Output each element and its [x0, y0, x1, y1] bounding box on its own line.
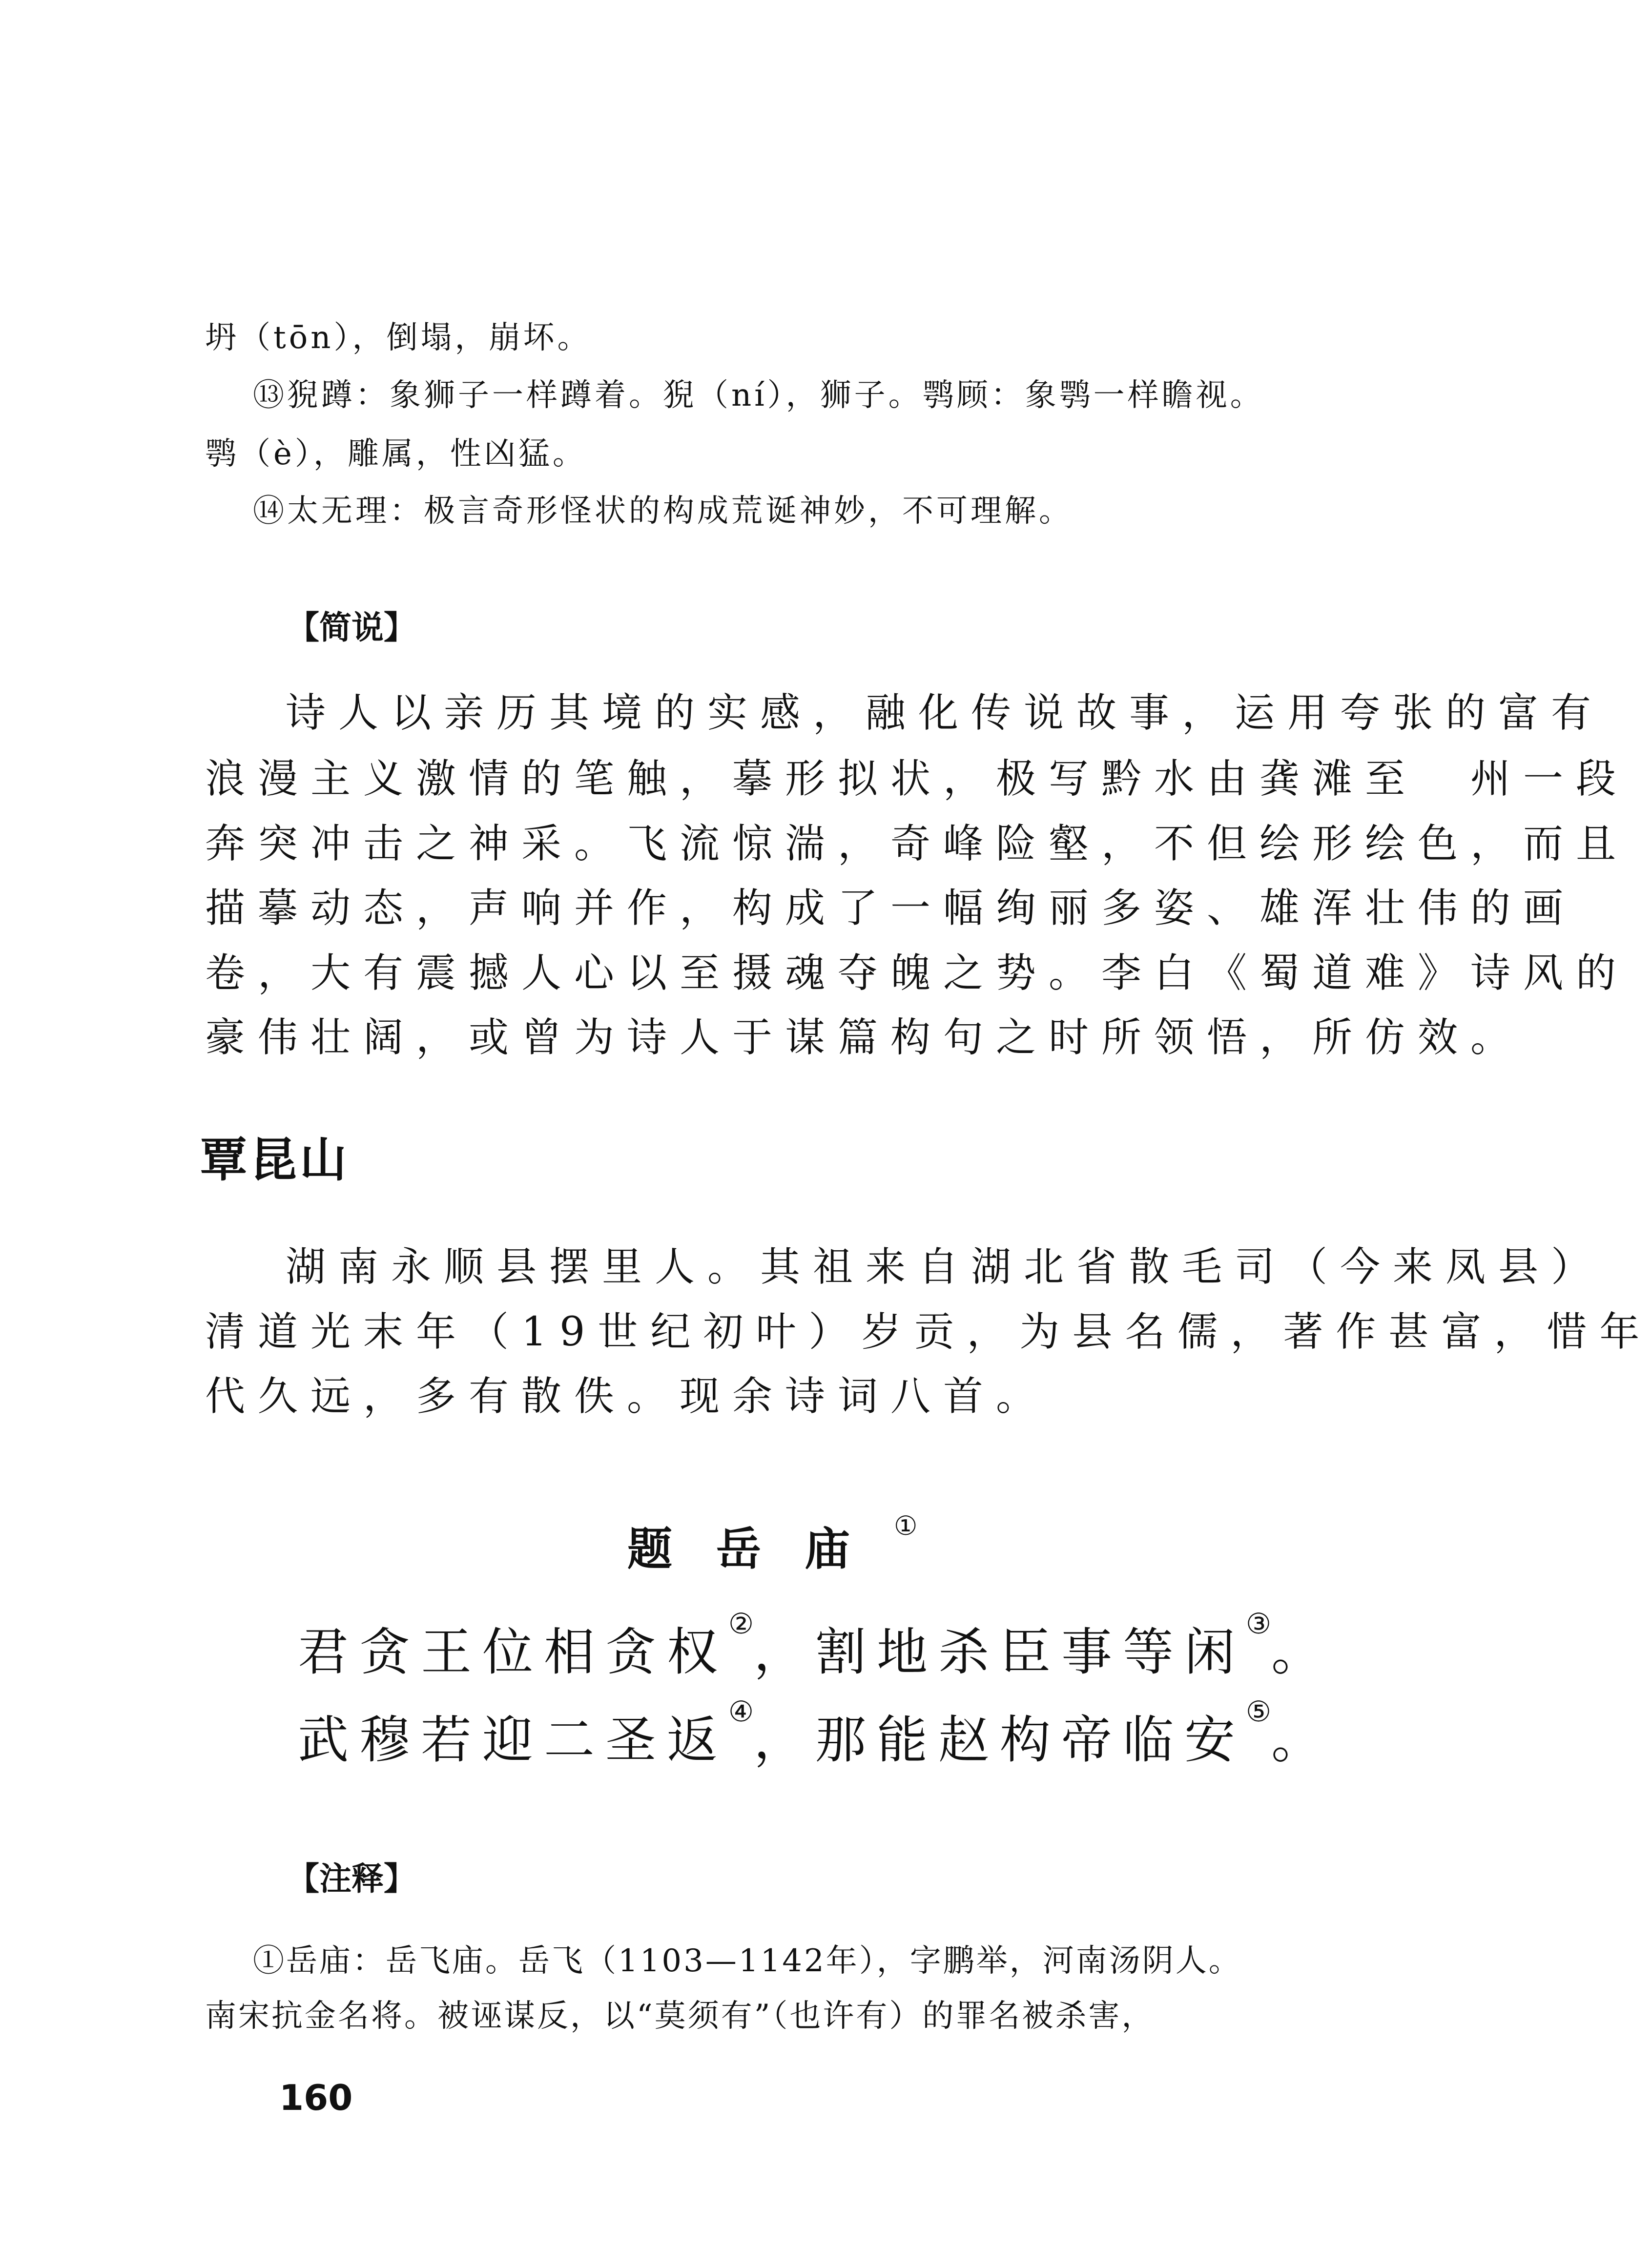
- poem-line-2-mark-1: ④: [728, 1695, 754, 1728]
- note-line-3: 鹗（è），雕属，性凶猛。: [205, 436, 587, 472]
- jianshuo-line-2: 浪漫主义激情的笔触，摹形拟状，极写黔水由龚滩至 州一段: [205, 756, 1629, 802]
- poem-line-1-part-1: 君贪王位相贪权: [298, 1622, 729, 1682]
- poem-line-2-part-1: 武穆若迎二圣返: [298, 1710, 729, 1770]
- author-bio-line-1: 湖南永顺县摆里人。其祖来自湖北省散毛司（今来凤县）: [286, 1244, 1604, 1290]
- zhushi-line-1: ①岳庙：岳飞庙。岳飞（1103—1142年），字鹏举，河南汤阴人。: [253, 1943, 1242, 1979]
- author-name: 覃昆山: [200, 1133, 350, 1187]
- poem-line-1: [298, 1607, 1333, 1684]
- poem-title: [627, 1510, 918, 1578]
- poem-title-text: 题岳庙: [627, 1523, 894, 1575]
- page-number: 160: [279, 2077, 353, 2118]
- author-bio-line-3: 代久远，多有散佚。现余诗词八首。: [205, 1373, 1049, 1420]
- author-bio-line-2: 清道光末年（19世纪初叶）岁贡，为县名儒，著作甚富，惜年: [205, 1309, 1652, 1355]
- poem-line-1-end: 。: [1271, 1622, 1333, 1682]
- zhushi-heading: 【注释】: [287, 1860, 416, 1898]
- zhushi-line-2: 南宋抗金名将。被诬谋反，以“莫须有”（也许有）的罪名被杀害，: [205, 1998, 1155, 2034]
- jianshuo-line-1: 诗人以亲历其境的实感，融化传说故事，运用夸张的富有: [286, 690, 1604, 736]
- poem-line-2-part-2: ，那能赵构帝临安: [754, 1710, 1246, 1770]
- note-line-4: ⑭太无理：极言奇形怪状的构成荒诞神妙，不可理解。: [253, 493, 1073, 529]
- jianshuo-line-6: 豪伟壮阔，或曾为诗人于谋篇构句之时所领悟，所仿效。: [205, 1014, 1524, 1061]
- jianshuo-heading: 【简说】: [287, 609, 416, 646]
- poem-line-1-part-2: ，割地杀臣事等闲: [754, 1622, 1246, 1682]
- note-line-2: ⑬猊蹲：象狮子一样蹲着。猊（ní），狮子。鹗顾：象鹗一样瞻视。: [253, 377, 1264, 413]
- jianshuo-line-3: 奔突冲击之神采。飞流惊湍，奇峰险壑，不但绘形绘色，而且: [205, 821, 1629, 867]
- poem-line-2-end: 。: [1271, 1710, 1333, 1770]
- note-line-1: 坍（tōn），倒塌，崩坏。: [205, 320, 592, 356]
- poem-line-1-mark-1: ②: [728, 1607, 754, 1640]
- jianshuo-line-5: 卷，大有震撼人心以至摄魂夺魄之势。李白《蜀道难》诗风的: [205, 950, 1629, 996]
- poem-line-1-mark-2: ③: [1246, 1607, 1272, 1640]
- jianshuo-line-4: 描摹动态，声响并作，构成了一幅绚丽多姿、雄浑壮伟的画: [205, 885, 1576, 931]
- poem-line-2-mark-2: ⑤: [1246, 1695, 1272, 1728]
- poem-line-2: [298, 1695, 1333, 1772]
- poem-title-footnote-mark: ①: [894, 1510, 918, 1541]
